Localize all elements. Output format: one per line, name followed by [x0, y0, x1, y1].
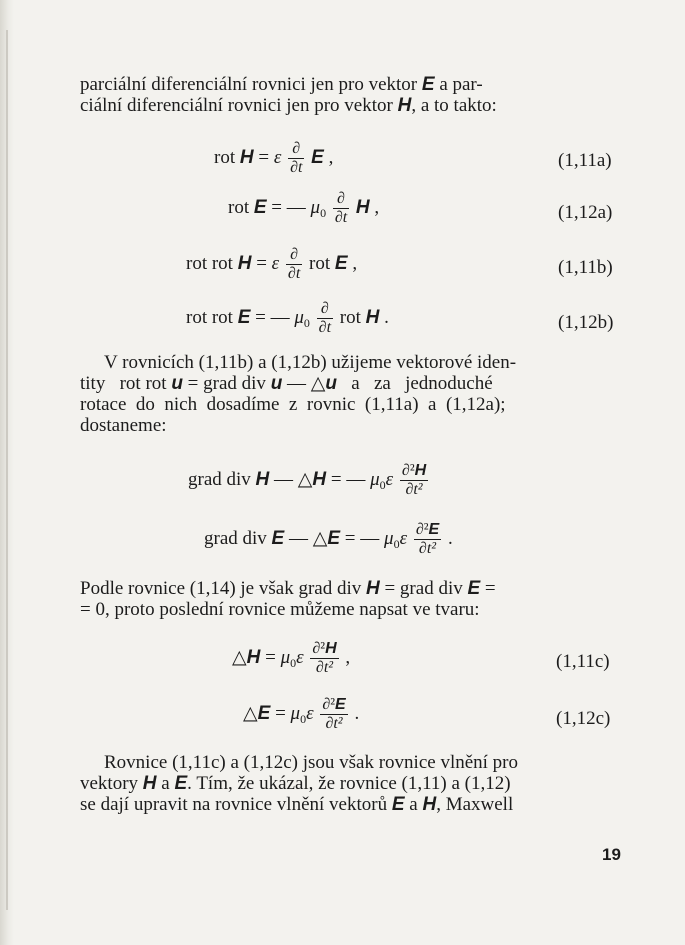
paragraph-line: = 0, proto poslední rovnice můžeme napsat ve tvaru:	[80, 599, 480, 620]
paragraph-line: se dají upravit na rovnice vlnění vektorů E a H, Maxwell	[80, 794, 514, 815]
equation-number: (1,11c)	[556, 651, 610, 672]
paragraph-divergence	[80, 578, 624, 620]
equation-1-11a: rot H = ε $\frac{\partial}{\partial t}$ E ,	[214, 140, 334, 176]
equation-1-11b: rot rot H = ε $\frac{\partial}{\partial t}$ rot E ,	[186, 246, 358, 282]
equation-1-12c: △E = $\mu_0\varepsilon$ $\frac{\text{∂²E}}{\text{∂t²}}$ .	[243, 696, 360, 732]
paragraph-wave	[80, 752, 624, 815]
page-binding-edge	[0, 0, 14, 945]
equation-number: (1,12c)	[556, 708, 611, 729]
paragraph-line: Rovnice (1,11c) a (1,12c) jsou však rovnice vlnění pro	[104, 752, 519, 773]
paragraph-line: ciální diferenciální rovnici jen pro vektor H, a to takto:	[80, 95, 497, 116]
equation-1-11c: △H = $\mu_0\varepsilon$ $\frac{\text{∂²H}}{\text{∂t²}}$ ,	[232, 640, 351, 676]
equation-1-12a: rot E = — $\mu_0$ $\frac{\partial}{\partial t}$ H ,	[228, 190, 380, 226]
page-number: 19	[602, 845, 621, 864]
paragraph-identity	[80, 352, 624, 436]
paragraph-line: Podle rovnice (1,14) je však grad div H = grad div E =	[80, 578, 496, 599]
paragraph-line: vektory H a E. Tím, že ukázal, že rovnice (1,11) a (1,12)	[80, 773, 511, 794]
paragraph-line: parciální diferenciální rovnici jen pro vektor E a par-	[80, 74, 483, 95]
paragraph-line: tity rot rot u = grad div u — △u a za jednoduché	[80, 373, 493, 394]
equation-grad-div-e: grad div E — △E = — $\mu_0\varepsilon$ $\frac{\text{∂²E}}{\text{∂t²}}$ .	[204, 521, 453, 557]
equation-number: (1,11b)	[558, 257, 613, 278]
equation-grad-div-h: grad div H — △H = — $\mu_0\varepsilon$ $\frac{\text{∂²H}}{\text{∂t²}}$	[188, 462, 427, 498]
paragraph-line: dostaneme:	[80, 415, 167, 436]
equation-number: (1,12b)	[558, 312, 614, 333]
equation-1-12b: rot rot E = — $\mu_0$ $\frac{\partial}{\partial t}$ rot H .	[186, 300, 389, 336]
equation-number: (1,12a)	[558, 202, 613, 223]
paragraph-line: rotace do nich dosadíme z rovnic (1,11a) a (1,12a);	[80, 394, 506, 415]
paragraph-line: V rovnicích (1,11b) a (1,12b) užijeme vektorové iden-	[104, 352, 517, 373]
equation-number: (1,11a)	[558, 150, 612, 171]
paragraph-intro	[80, 74, 624, 116]
